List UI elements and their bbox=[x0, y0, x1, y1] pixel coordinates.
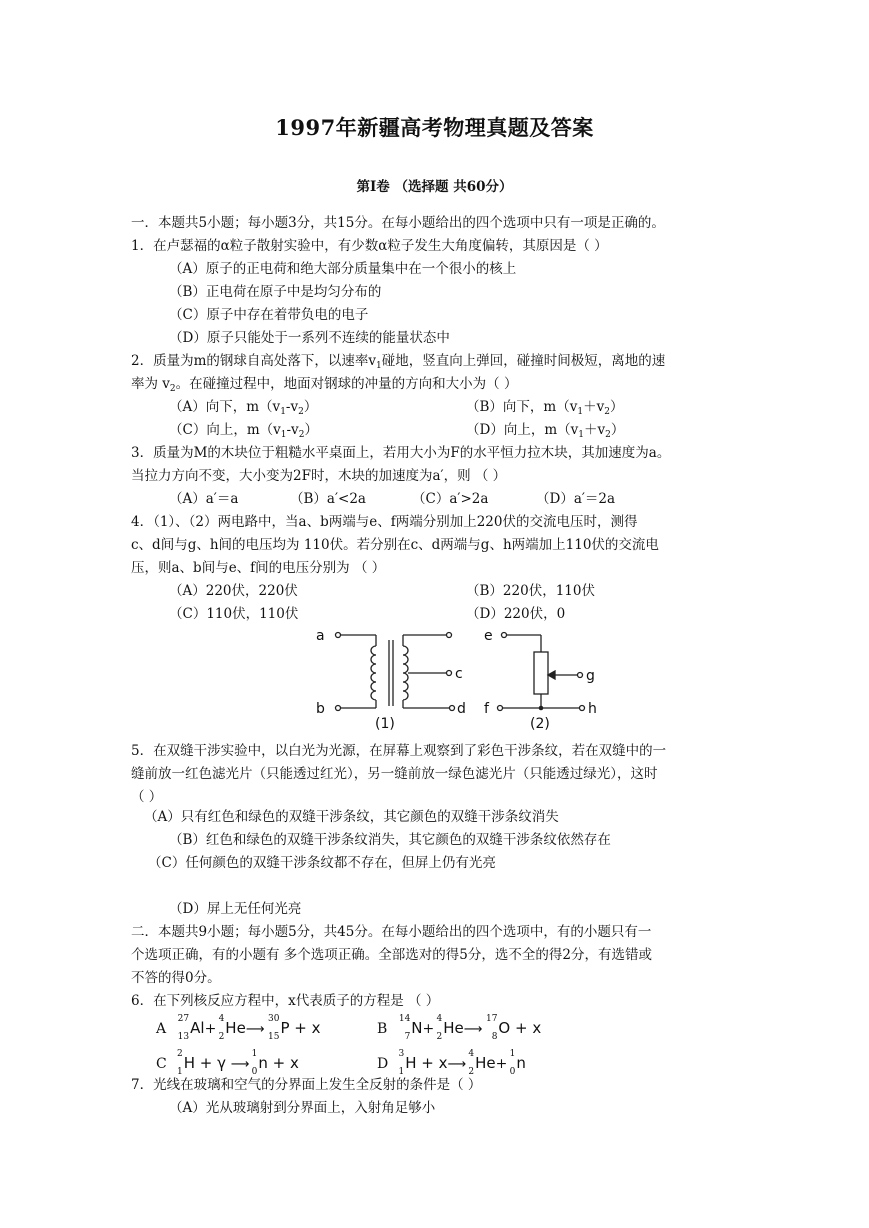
figure-caption-1: (1) bbox=[375, 716, 395, 732]
q5-option-b: （B）红色和绿色的双缝干涉条纹消失，其它颜色的双缝干涉条纹依然存在 bbox=[169, 832, 611, 848]
label-d: d bbox=[457, 701, 466, 717]
label-b: b bbox=[316, 701, 325, 717]
q3-option-b: （B）a′<2a bbox=[290, 491, 366, 507]
page-title: 1997年新疆高考物理真题及答案 bbox=[275, 115, 594, 140]
q6-option-b: B 14 7 N+ 4 2 He⟶ 17 8 O + x bbox=[377, 1014, 542, 1042]
q2-option-c: （C）向上，$m(v_1-v_2)$ bbox=[169, 422, 318, 440]
section2-intro-line3: 不答的得0分。 bbox=[131, 970, 221, 986]
label-c: c bbox=[455, 666, 463, 682]
q1-option-c: （C）原子中存在着带负电的电子 bbox=[169, 307, 369, 323]
q5-option-a: （A）只有红色和绿色的双缝干涉条纹，其它颜色的双缝干涉条纹消失 bbox=[144, 809, 559, 825]
label-a: a bbox=[316, 628, 325, 644]
q5-option-d: （D）屏上无任何光亮 bbox=[169, 901, 302, 917]
section2-intro-line1: 二．本题共9小题；每小题5分，共45分。在每小题给出的四个选项中，有的小题只有一 bbox=[131, 924, 652, 940]
rheostat-circuit bbox=[502, 635, 580, 708]
q3-option-a: （A）a′＝a bbox=[169, 491, 239, 507]
q5-stem-line3: （ ） bbox=[131, 789, 163, 805]
transformer-terminals bbox=[336, 633, 455, 711]
circuit-figure bbox=[310, 624, 610, 734]
label-f: f bbox=[484, 701, 489, 717]
label-h: h bbox=[588, 701, 597, 717]
section1-intro: 一．本题共5小题；每小题3分，共15分。在每小题给出的四个选项中只有一项是正确的。 bbox=[131, 215, 665, 231]
figure-caption-2: (2) bbox=[530, 716, 550, 732]
q4-stem-line3: 压，则a、b间与e、f间的电压分别为 （ ） bbox=[131, 560, 386, 576]
q1-option-b: （B）正电荷在原子中是均匀分布的 bbox=[169, 284, 382, 300]
junction-dot bbox=[539, 706, 544, 711]
q7-stem: 7．光线在玻璃和空气的分界面上发生全反射的条件是（ ） bbox=[131, 1077, 482, 1093]
q4-option-b: （B）220伏，110伏 bbox=[466, 583, 595, 599]
section2-intro-line2: 个选项正确，有的小题有 多个选项正确。全部选对的得5分，选不全的得2分，有选错或 bbox=[131, 947, 652, 963]
q2-stem-line2: 率为 $v_2$。在碰撞过程中，地面对钢球的冲量的方向和大小为（ ） bbox=[131, 376, 518, 394]
q1-option-d: （D）原子只能处于一系列不连续的能量状态中 bbox=[169, 330, 450, 346]
q6-option-d: D 3 1 H + x⟶ 4 2 He+ 1 0 n bbox=[377, 1049, 526, 1077]
q1-stem: 1．在卢瑟福的α粒子散射实验中，有少数α粒子发生大角度偏转，其原因是（ ） bbox=[131, 238, 608, 254]
label-g: g bbox=[586, 668, 595, 684]
q2-option-d: （D）向上，$m(v_1+v_2)$ bbox=[466, 422, 625, 440]
q3-stem-line1: 3．质量为M的木块位于粗糙水平桌面上，若用大小为F的水平恒力拉木块，其加速度为a。 bbox=[131, 445, 671, 461]
q2-option-b: （B）向下，$m(v_1+v_2)$ bbox=[466, 399, 624, 417]
q5-option-c: （C）任何颜色的双缝干涉条纹都不存在，但屏上仍有光亮 bbox=[148, 855, 496, 871]
q3-option-c: （C）a′>2a bbox=[412, 491, 489, 507]
q3-stem-line2: 当拉力方向不变，大小变为2F时，木块的加速度为a′，则 （ ） bbox=[131, 468, 507, 484]
q6-option-c: C 2 1 H + γ ⟶ 1 0 n + x bbox=[156, 1049, 299, 1077]
q6-stem: 6．在下列核反应方程中，x代表质子的方程是 （ ） bbox=[131, 993, 440, 1009]
q1-option-a: （A）原子的正电荷和绝大部分质量集中在一个很小的核上 bbox=[169, 261, 517, 277]
q2-option-a: （A）向下，$m(v_1-v_2)$ bbox=[169, 399, 318, 417]
q3-option-d: （D）a′＝2a bbox=[536, 491, 616, 507]
q4-stem-line1: 4．（1）、（2）两电路中，当a、b两端与e、f两端分别加上220伏的交流电压时，测得 bbox=[131, 514, 638, 530]
q4-option-a: （A）220伏，220伏 bbox=[169, 583, 298, 599]
q6-option-a: A 27 13 Al+ 4 2 He⟶ 30 15 P + x bbox=[156, 1014, 321, 1042]
q5-stem-line2: 缝前放一红色滤光片（只能透过红光），另一缝前放一绿色滤光片（只能透过绿光），这时 bbox=[131, 766, 658, 782]
q2-stem-line1: 2．质量为m的钢球自高处落下，以速率$v_1$碰地，竖直向上弹回，碰撞时间极短，离地的速 bbox=[131, 353, 666, 371]
q4-stem-line2: c、d间与g、h间的电压均为 110伏。若分别在c、d两端与g、h两端加上110伏的交流电 bbox=[131, 537, 659, 553]
transformer-circuit bbox=[336, 635, 450, 708]
q5-stem-line1: 5．在双缝干涉实验中，以白光为光源，在屏幕上观察到了彩色干涉条纹，若在双缝中的一 bbox=[131, 743, 667, 759]
label-e: e bbox=[484, 628, 493, 644]
q7-option-a: （A）光从玻璃射到分界面上，入射角足够小 bbox=[169, 1100, 436, 1116]
section-heading: 第Ⅰ卷 （选择题 共60分） bbox=[356, 179, 513, 195]
q4-option-d: （D）220伏，0 bbox=[466, 606, 566, 622]
q4-option-c: （C）110伏，110伏 bbox=[169, 606, 299, 622]
